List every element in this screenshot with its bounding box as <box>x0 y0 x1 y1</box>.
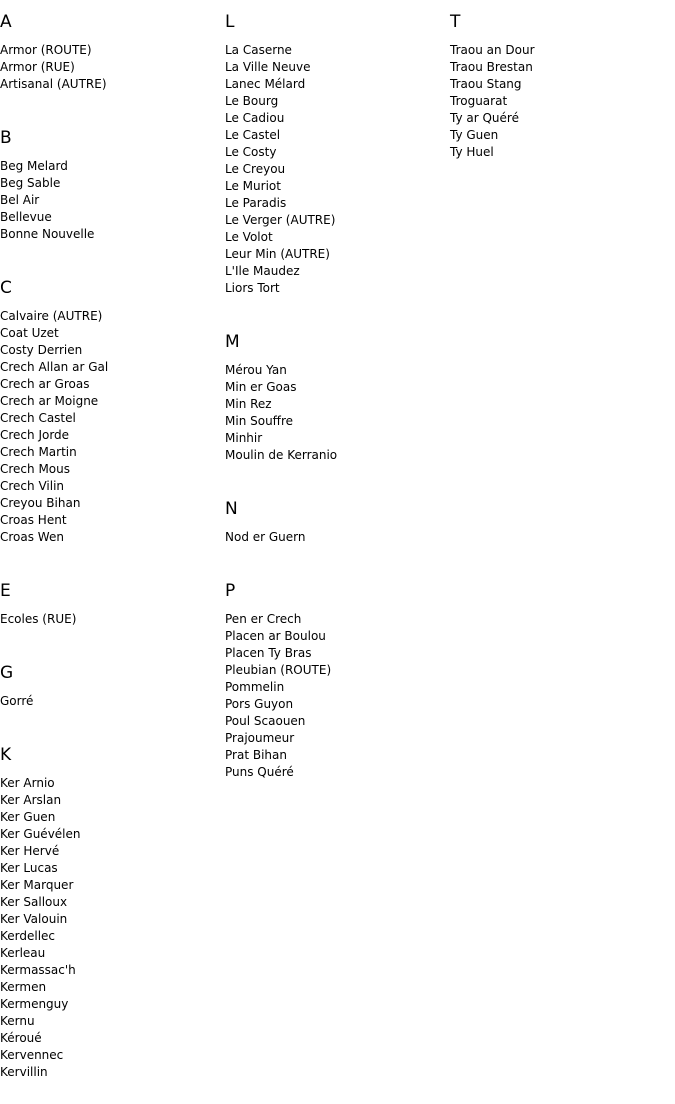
place-list-item <box>225 747 445 764</box>
place-link-calvaire-autre[interactable]: Calvaire (AUTRE) <box>0 309 103 323</box>
place-list-item <box>0 928 220 945</box>
place-link-le-castel[interactable]: Le Castel <box>225 128 281 142</box>
index-column-1 <box>0 0 220 1104</box>
place-list <box>225 42 445 297</box>
place-list-item <box>0 393 220 410</box>
place-list-item <box>0 342 220 359</box>
place-list <box>225 362 445 464</box>
place-list-item <box>0 461 220 478</box>
place-list-item <box>225 379 445 396</box>
place-link-beg-sable[interactable]: Beg Sable <box>0 176 61 190</box>
place-list-item <box>0 877 220 894</box>
place-list-item <box>0 495 220 512</box>
place-link-armor-rue[interactable]: Armor (RUE) <box>0 60 75 74</box>
place-link-crech-allan-ar-gal[interactable]: Crech Allan ar Gal <box>0 360 109 374</box>
place-list-item <box>225 110 445 127</box>
place-list <box>0 693 220 710</box>
letter-heading: N <box>225 499 238 519</box>
place-list-item <box>0 226 220 243</box>
place-list-item <box>0 979 220 996</box>
place-list-item <box>0 444 220 461</box>
place-list-item <box>225 413 445 430</box>
place-link-pors-guyon[interactable]: Pors Guyon <box>225 697 294 711</box>
place-list-item <box>225 611 445 628</box>
place-list-item <box>225 93 445 110</box>
place-list-item <box>225 195 445 212</box>
place-link-le-creyou[interactable]: Le Creyou <box>225 162 286 176</box>
place-link-placen-ar-boulou[interactable]: Placen ar Boulou <box>225 629 326 643</box>
place-list <box>0 158 220 243</box>
place-list-item <box>225 263 445 280</box>
place-list-item <box>225 730 445 747</box>
letter-group-m <box>225 320 445 464</box>
letter-heading: B <box>0 128 12 148</box>
place-link-keroue[interactable]: Kéroué <box>0 1031 42 1045</box>
place-list-item <box>0 427 220 444</box>
place-link-croas-wen[interactable]: Croas Wen <box>0 530 64 544</box>
letter-group-a <box>0 0 220 93</box>
letter-heading: M <box>225 332 240 352</box>
place-list-item <box>0 410 220 427</box>
place-list-item <box>225 764 445 781</box>
place-list-item <box>0 693 220 710</box>
place-list-item <box>0 209 220 226</box>
place-list-item <box>0 359 220 376</box>
place-list-item <box>0 996 220 1013</box>
place-link-prat-bihan[interactable]: Prat Bihan <box>225 748 287 762</box>
place-list-item <box>0 962 220 979</box>
place-list <box>0 775 220 1081</box>
place-link-nod-er-guern[interactable]: Nod er Guern <box>225 530 306 544</box>
place-link-ecoles-rue[interactable]: Ecoles (RUE) <box>0 612 77 626</box>
place-link-crech-jorde[interactable]: Crech Jorde <box>0 428 70 442</box>
place-list-item <box>225 280 445 297</box>
place-link-artisanal-autre[interactable]: Artisanal (AUTRE) <box>0 77 107 91</box>
place-list-item <box>225 679 445 696</box>
letter-group-b <box>0 116 220 243</box>
place-link-troguarat[interactable]: Troguarat <box>450 94 508 108</box>
place-link-ker-arslan[interactable]: Ker Arslan <box>0 793 62 807</box>
letter-group-l <box>225 0 445 297</box>
place-list-item <box>225 144 445 161</box>
place-list-item <box>225 229 445 246</box>
place-list-item <box>0 826 220 843</box>
place-list-item <box>0 860 220 877</box>
place-list-item <box>0 775 220 792</box>
place-link-gorre[interactable]: Gorré <box>0 694 34 708</box>
letter-heading: A <box>0 12 12 32</box>
place-list-item <box>225 362 445 379</box>
place-list <box>225 611 445 781</box>
place-link-la-caserne[interactable]: La Caserne <box>225 43 292 57</box>
letter-group-g <box>0 651 220 710</box>
place-list-item <box>450 59 670 76</box>
place-list <box>450 42 670 161</box>
place-list-item <box>450 93 670 110</box>
letter-group-k <box>0 733 220 1081</box>
place-list-item <box>0 529 220 546</box>
place-link-pleubian-route[interactable]: Pleubian (ROUTE) <box>225 663 332 677</box>
place-list-item <box>0 1030 220 1047</box>
place-link-bel-air[interactable]: Bel Air <box>0 193 40 207</box>
place-link-bellevue[interactable]: Bellevue <box>0 210 52 224</box>
place-list-item <box>0 611 220 628</box>
place-link-ker-salloux[interactable]: Ker Salloux <box>0 895 68 909</box>
place-list-item <box>0 376 220 393</box>
letter-heading: G <box>0 663 14 683</box>
letter-group-p <box>225 569 445 781</box>
place-list-item <box>450 76 670 93</box>
place-list-item <box>450 127 670 144</box>
place-list-item <box>225 127 445 144</box>
place-link-l-ile-maudez[interactable]: L'Ile Maudez <box>225 264 300 278</box>
place-list-item <box>225 76 445 93</box>
place-link-kernu[interactable]: Kernu <box>0 1014 35 1028</box>
place-link-moulin-de-kerranio[interactable]: Moulin de Kerranio <box>225 448 338 462</box>
place-list-item <box>225 396 445 413</box>
place-list-item <box>0 325 220 342</box>
place-list-item <box>225 430 445 447</box>
place-list-item <box>225 529 445 546</box>
place-link-croas-hent[interactable]: Croas Hent <box>0 513 67 527</box>
place-link-kervennec[interactable]: Kervennec <box>0 1048 64 1062</box>
place-list-item <box>0 76 220 93</box>
place-link-min-rez[interactable]: Min Rez <box>225 397 272 411</box>
place-link-coat-uzet[interactable]: Coat Uzet <box>0 326 59 340</box>
letter-group-e <box>0 569 220 628</box>
place-link-crech-ar-moigne[interactable]: Crech ar Moigne <box>0 394 99 408</box>
place-list-item <box>225 42 445 59</box>
place-list-item <box>225 628 445 645</box>
place-list-item <box>0 158 220 175</box>
place-link-ker-valouin[interactable]: Ker Valouin <box>0 912 68 926</box>
place-list-item <box>225 212 445 229</box>
place-list-item <box>0 512 220 529</box>
place-link-le-bourg[interactable]: Le Bourg <box>225 94 279 108</box>
place-link-le-volot[interactable]: Le Volot <box>225 230 273 244</box>
place-link-liors-tort[interactable]: Liors Tort <box>225 281 280 295</box>
place-list-item <box>225 161 445 178</box>
place-link-ty-ar-quere[interactable]: Ty ar Quéré <box>450 111 519 125</box>
place-link-ker-lucas[interactable]: Ker Lucas <box>0 861 58 875</box>
letter-heading: E <box>0 581 11 601</box>
place-link-kervillin[interactable]: Kervillin <box>0 1065 48 1079</box>
place-link-creyou-bihan[interactable]: Creyou Bihan <box>0 496 81 510</box>
place-link-min-souffre[interactable]: Min Souffre <box>225 414 293 428</box>
place-list <box>0 611 220 628</box>
place-link-placen-ty-bras[interactable]: Placen Ty Bras <box>225 646 312 660</box>
place-link-ty-huel[interactable]: Ty Huel <box>450 145 494 159</box>
place-link-la-ville-neuve[interactable]: La Ville Neuve <box>225 60 311 74</box>
place-link-bonne-nouvelle[interactable]: Bonne Nouvelle <box>0 227 95 241</box>
place-list-item <box>0 175 220 192</box>
place-link-crech-vilin[interactable]: Crech Vilin <box>0 479 65 493</box>
place-link-crech-ar-groas[interactable]: Crech ar Groas <box>0 377 90 391</box>
place-list <box>225 529 445 546</box>
place-link-ty-guen[interactable]: Ty Guen <box>450 128 499 142</box>
place-link-kerleau[interactable]: Kerleau <box>0 946 46 960</box>
place-link-ker-arnio[interactable]: Ker Arnio <box>0 776 55 790</box>
place-list-item <box>225 178 445 195</box>
place-link-le-muriot[interactable]: Le Muriot <box>225 179 281 193</box>
place-list-item <box>0 192 220 209</box>
place-link-kermenguy[interactable]: Kermenguy <box>0 997 69 1011</box>
place-list-item <box>0 894 220 911</box>
place-link-kermen[interactable]: Kermen <box>0 980 47 994</box>
place-link-crech-mous[interactable]: Crech Mous <box>0 462 71 476</box>
place-list <box>0 42 220 93</box>
place-list-item <box>0 809 220 826</box>
place-link-pen-er-crech[interactable]: Pen er Crech <box>225 612 302 626</box>
letter-heading: L <box>225 12 235 32</box>
place-list-item <box>450 144 670 161</box>
place-list-item <box>0 945 220 962</box>
place-link-ker-guevelen[interactable]: Ker Guévélen <box>0 827 81 841</box>
place-link-kermassac-h[interactable]: Kermassac'h <box>0 963 76 977</box>
index-column-3 <box>450 0 670 184</box>
place-list-item <box>0 792 220 809</box>
place-link-costy-derrien[interactable]: Costy Derrien <box>0 343 83 357</box>
place-list-item <box>225 447 445 464</box>
place-link-prajoumeur[interactable]: Prajoumeur <box>225 731 295 745</box>
place-list <box>0 308 220 546</box>
place-list-item <box>0 59 220 76</box>
letter-heading: C <box>0 278 12 298</box>
place-list-item <box>450 42 670 59</box>
place-list-item <box>0 478 220 495</box>
place-link-le-verger-autre[interactable]: Le Verger (AUTRE) <box>225 213 336 227</box>
letter-group-n <box>225 487 445 546</box>
place-link-le-cadiou[interactable]: Le Cadiou <box>225 111 285 125</box>
place-link-traou-brestan[interactable]: Traou Brestan <box>450 60 533 74</box>
place-link-lanec-melard[interactable]: Lanec Mélard <box>225 77 306 91</box>
place-link-ker-herve[interactable]: Ker Hervé <box>0 844 60 858</box>
place-list-item <box>225 59 445 76</box>
letter-group-t <box>450 0 670 161</box>
place-list-item <box>225 696 445 713</box>
place-list-item <box>225 645 445 662</box>
place-list-item <box>0 308 220 325</box>
place-list-item <box>225 246 445 263</box>
place-link-ker-guen[interactable]: Ker Guen <box>0 810 56 824</box>
place-link-poul-scaouen[interactable]: Poul Scaouen <box>225 714 306 728</box>
place-list-item <box>450 110 670 127</box>
place-list-item <box>0 42 220 59</box>
place-list-item <box>0 911 220 928</box>
place-link-kerdellec[interactable]: Kerdellec <box>0 929 56 943</box>
place-link-leur-min-autre[interactable]: Leur Min (AUTRE) <box>225 247 330 261</box>
letter-heading: P <box>225 581 236 601</box>
place-list-item <box>225 662 445 679</box>
place-list-item <box>225 713 445 730</box>
letter-group-c <box>0 266 220 546</box>
place-link-crech-martin[interactable]: Crech Martin <box>0 445 77 459</box>
letter-heading: K <box>0 745 12 765</box>
place-list-item <box>0 843 220 860</box>
place-link-traou-stang[interactable]: Traou Stang <box>450 77 522 91</box>
place-link-ker-marquer[interactable]: Ker Marquer <box>0 878 74 892</box>
place-list-item <box>0 1013 220 1030</box>
place-link-crech-castel[interactable]: Crech Castel <box>0 411 76 425</box>
letter-heading: T <box>450 12 461 32</box>
place-link-minhir[interactable]: Minhir <box>225 431 263 445</box>
place-link-puns-quere[interactable]: Puns Quéré <box>225 765 294 779</box>
place-link-beg-melard[interactable]: Beg Melard <box>0 159 68 173</box>
place-list-item <box>0 1064 220 1081</box>
place-list-item <box>0 1047 220 1064</box>
place-link-min-er-goas[interactable]: Min er Goas <box>225 380 297 394</box>
place-link-armor-route[interactable]: Armor (ROUTE) <box>0 43 92 57</box>
place-link-merou-yan[interactable]: Mérou Yan <box>225 363 287 377</box>
index-column-2 <box>225 0 445 804</box>
place-link-pommelin[interactable]: Pommelin <box>225 680 285 694</box>
place-link-le-costy[interactable]: Le Costy <box>225 145 277 159</box>
place-link-traou-an-dour[interactable]: Traou an Dour <box>450 43 535 57</box>
place-link-le-paradis[interactable]: Le Paradis <box>225 196 287 210</box>
